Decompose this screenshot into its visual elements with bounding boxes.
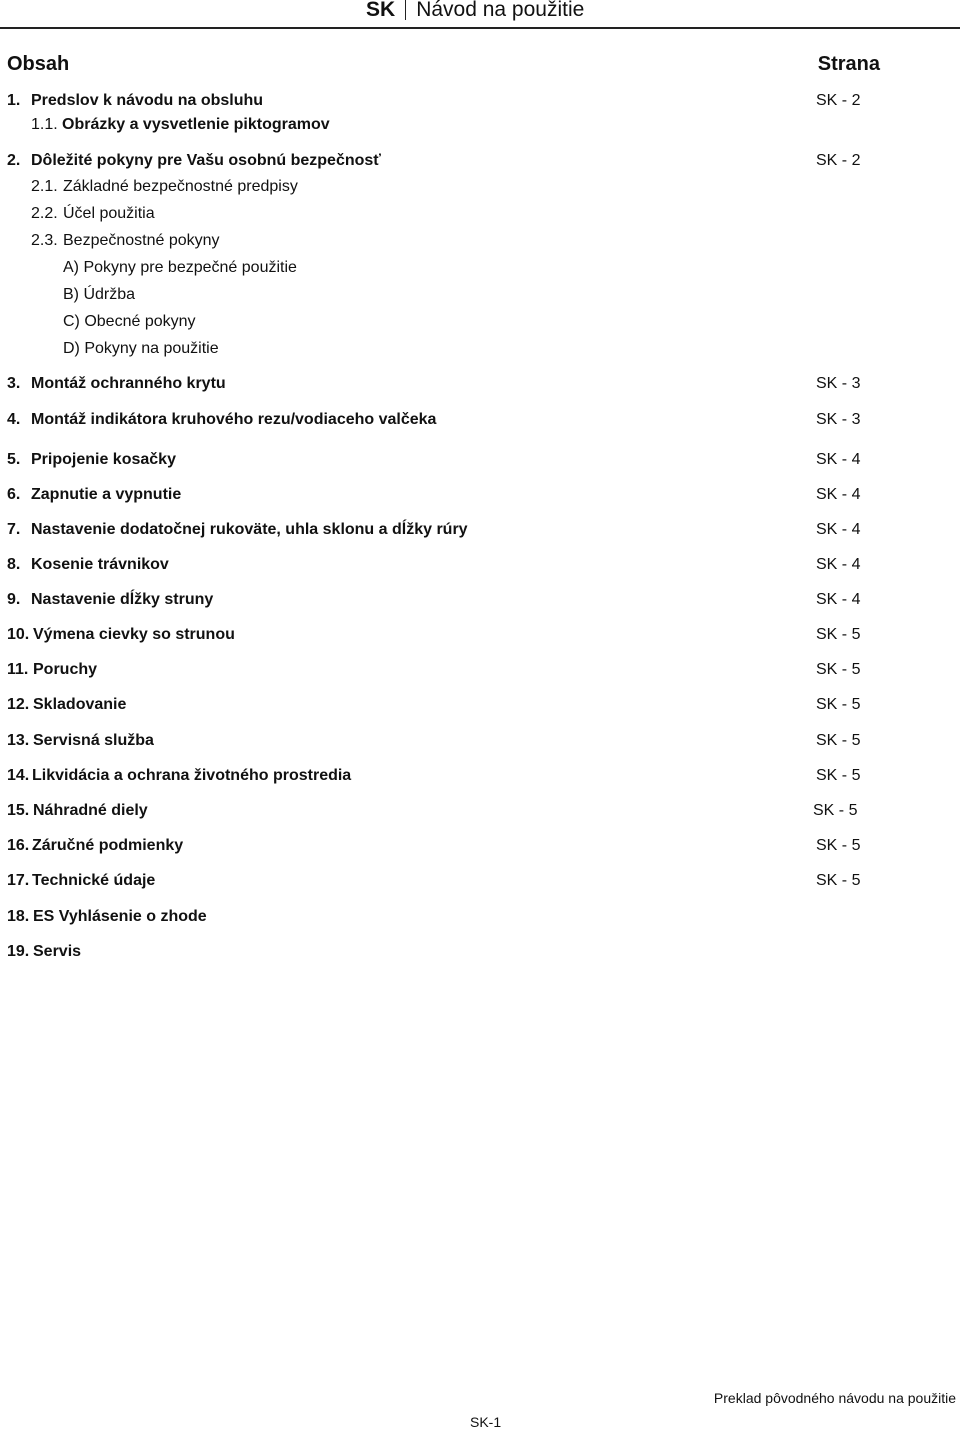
- toc-entry: [0, 338, 960, 360]
- toc-heading-row: [7, 53, 880, 76]
- entry-title: Výmena cievky so strunou: [33, 626, 235, 643]
- toc-entry: [0, 311, 960, 333]
- toc-entry: [0, 257, 960, 279]
- entry-number: 19.: [7, 943, 30, 960]
- language-code: SK: [366, 0, 396, 21]
- toc-entry: [0, 484, 960, 506]
- entry-number: 18.: [7, 908, 30, 925]
- entry-number: 12.: [7, 696, 30, 713]
- toc-entry: [0, 835, 960, 857]
- page-number: SK-1: [470, 1414, 502, 1430]
- toc-entry: [0, 694, 960, 716]
- entry-page: SK - 2: [816, 92, 861, 109]
- entry-title: Nastavenie dodatočnej rukoväte, uhla sklonu a dĺžky rúry: [31, 521, 468, 538]
- entry-title: Likvidácia a ochrana životného prostredia: [32, 767, 352, 784]
- entry-number: 15.: [7, 802, 30, 819]
- entry-page: SK - 5: [816, 872, 861, 889]
- entry-title: Kosenie trávnikov: [31, 556, 169, 573]
- entry-page: SK - 4: [816, 556, 861, 573]
- entry-number: 8.: [7, 556, 21, 573]
- entry-page: SK - 5: [816, 626, 861, 643]
- entry-number: 5.: [7, 451, 21, 468]
- entry-page: SK - 4: [816, 521, 861, 538]
- toc-entry: [0, 373, 960, 395]
- entry-title: B) Údržba: [63, 286, 136, 303]
- entry-title: Dôležité pokyny pre Vašu osobnú bezpečnosť: [31, 152, 381, 169]
- entry-number: 4.: [7, 411, 21, 428]
- header-title-group: [366, 0, 584, 22]
- entry-page: SK - 4: [816, 591, 861, 608]
- entry-number: 17.: [7, 872, 30, 889]
- entry-page: SK - 5: [816, 732, 861, 749]
- page-header: [0, 0, 960, 29]
- entry-number: 2.2.: [31, 205, 58, 222]
- entry-title: Záručné podmienky: [32, 837, 184, 854]
- toc-entry: [0, 800, 960, 822]
- toc-entry: [0, 730, 960, 752]
- entry-title: Poruchy: [33, 661, 98, 678]
- toc-entry: [0, 659, 960, 681]
- entry-number: 11.: [7, 661, 29, 678]
- entry-title: Pripojenie kosačky: [31, 451, 176, 468]
- entry-number: 6.: [7, 486, 21, 503]
- entry-title: Skladovanie: [33, 696, 127, 713]
- entry-title: Servis: [33, 943, 82, 960]
- page-column-heading: Strana: [817, 53, 880, 75]
- entry-page: SK - 4: [816, 486, 861, 503]
- toc-entry: [0, 409, 960, 431]
- entry-number: 3.: [7, 375, 21, 392]
- entry-title: Bezpečnostné pokyny: [63, 232, 220, 249]
- toc-entry: [0, 284, 960, 306]
- entry-number: 1.1.: [31, 116, 58, 133]
- entry-title: A) Pokyny pre bezpečné použitie: [63, 259, 297, 276]
- toc-entry: [0, 554, 960, 576]
- document-title: Návod na použitie: [416, 0, 585, 21]
- entry-title: ES Vyhlásenie o zhode: [33, 908, 207, 925]
- entry-page: SK - 5: [816, 837, 861, 854]
- entry-number: 14.: [7, 767, 30, 784]
- toc-entry: [0, 941, 960, 963]
- translation-note: Preklad pôvodného návodu na použitie: [713, 1390, 956, 1406]
- entry-page: SK - 3: [816, 411, 861, 428]
- toc-entry: [0, 150, 960, 172]
- toc-heading: Obsah: [7, 53, 70, 75]
- toc-entry: [0, 624, 960, 646]
- entry-page: SK - 2: [816, 152, 861, 169]
- entry-title: Nastavenie dĺžky struny: [31, 591, 214, 608]
- entry-number: 1.: [7, 92, 21, 109]
- toc-entry: [0, 870, 960, 892]
- entry-title: Zapnutie a vypnutie: [31, 486, 182, 503]
- toc-entry: [0, 114, 960, 136]
- toc-entry: [0, 765, 960, 787]
- entry-number: 2.1.: [31, 178, 58, 195]
- entry-number: 16.: [7, 837, 30, 854]
- entry-page: SK - 5: [816, 661, 861, 678]
- entry-title: Účel použitia: [63, 205, 155, 222]
- entry-title: Základné bezpečnostné predpisy: [63, 178, 298, 195]
- entry-number: 10.: [7, 626, 30, 643]
- toc-entry: [0, 449, 960, 471]
- toc-entry: [0, 176, 960, 198]
- toc-entry: [0, 589, 960, 611]
- header-divider: [405, 0, 406, 20]
- entry-title: Montáž ochranného krytu: [31, 375, 226, 392]
- entry-number: 2.: [7, 152, 21, 169]
- entry-number: 9.: [7, 591, 21, 608]
- toc-entry: [0, 230, 960, 252]
- entry-page: SK - 5: [813, 802, 858, 819]
- entry-page: SK - 3: [816, 375, 861, 392]
- entry-title: D) Pokyny na použitie: [63, 340, 219, 357]
- toc-entry: [0, 90, 960, 112]
- entry-title: Predslov k návodu na obsluhu: [31, 92, 264, 109]
- toc-entry: [0, 203, 960, 225]
- entry-page: SK - 5: [816, 696, 861, 713]
- entry-page: SK - 5: [816, 767, 861, 784]
- entry-number: 2.3.: [31, 232, 58, 249]
- entry-number: 13.: [7, 732, 30, 749]
- entry-title: Technické údaje: [32, 872, 156, 889]
- entry-title: Montáž indikátora kruhového rezu/vodiaceho valčeka: [31, 411, 437, 428]
- toc-entry: [0, 906, 960, 928]
- entry-title: Obrázky a vysvetlenie piktogramov: [62, 116, 330, 133]
- entry-number: 7.: [7, 521, 21, 538]
- entry-page: SK - 4: [816, 451, 861, 468]
- entry-title: Servisná služba: [33, 732, 154, 749]
- entry-title: Náhradné diely: [33, 802, 148, 819]
- toc-entry: [0, 519, 960, 541]
- entry-title: C) Obecné pokyny: [63, 313, 196, 330]
